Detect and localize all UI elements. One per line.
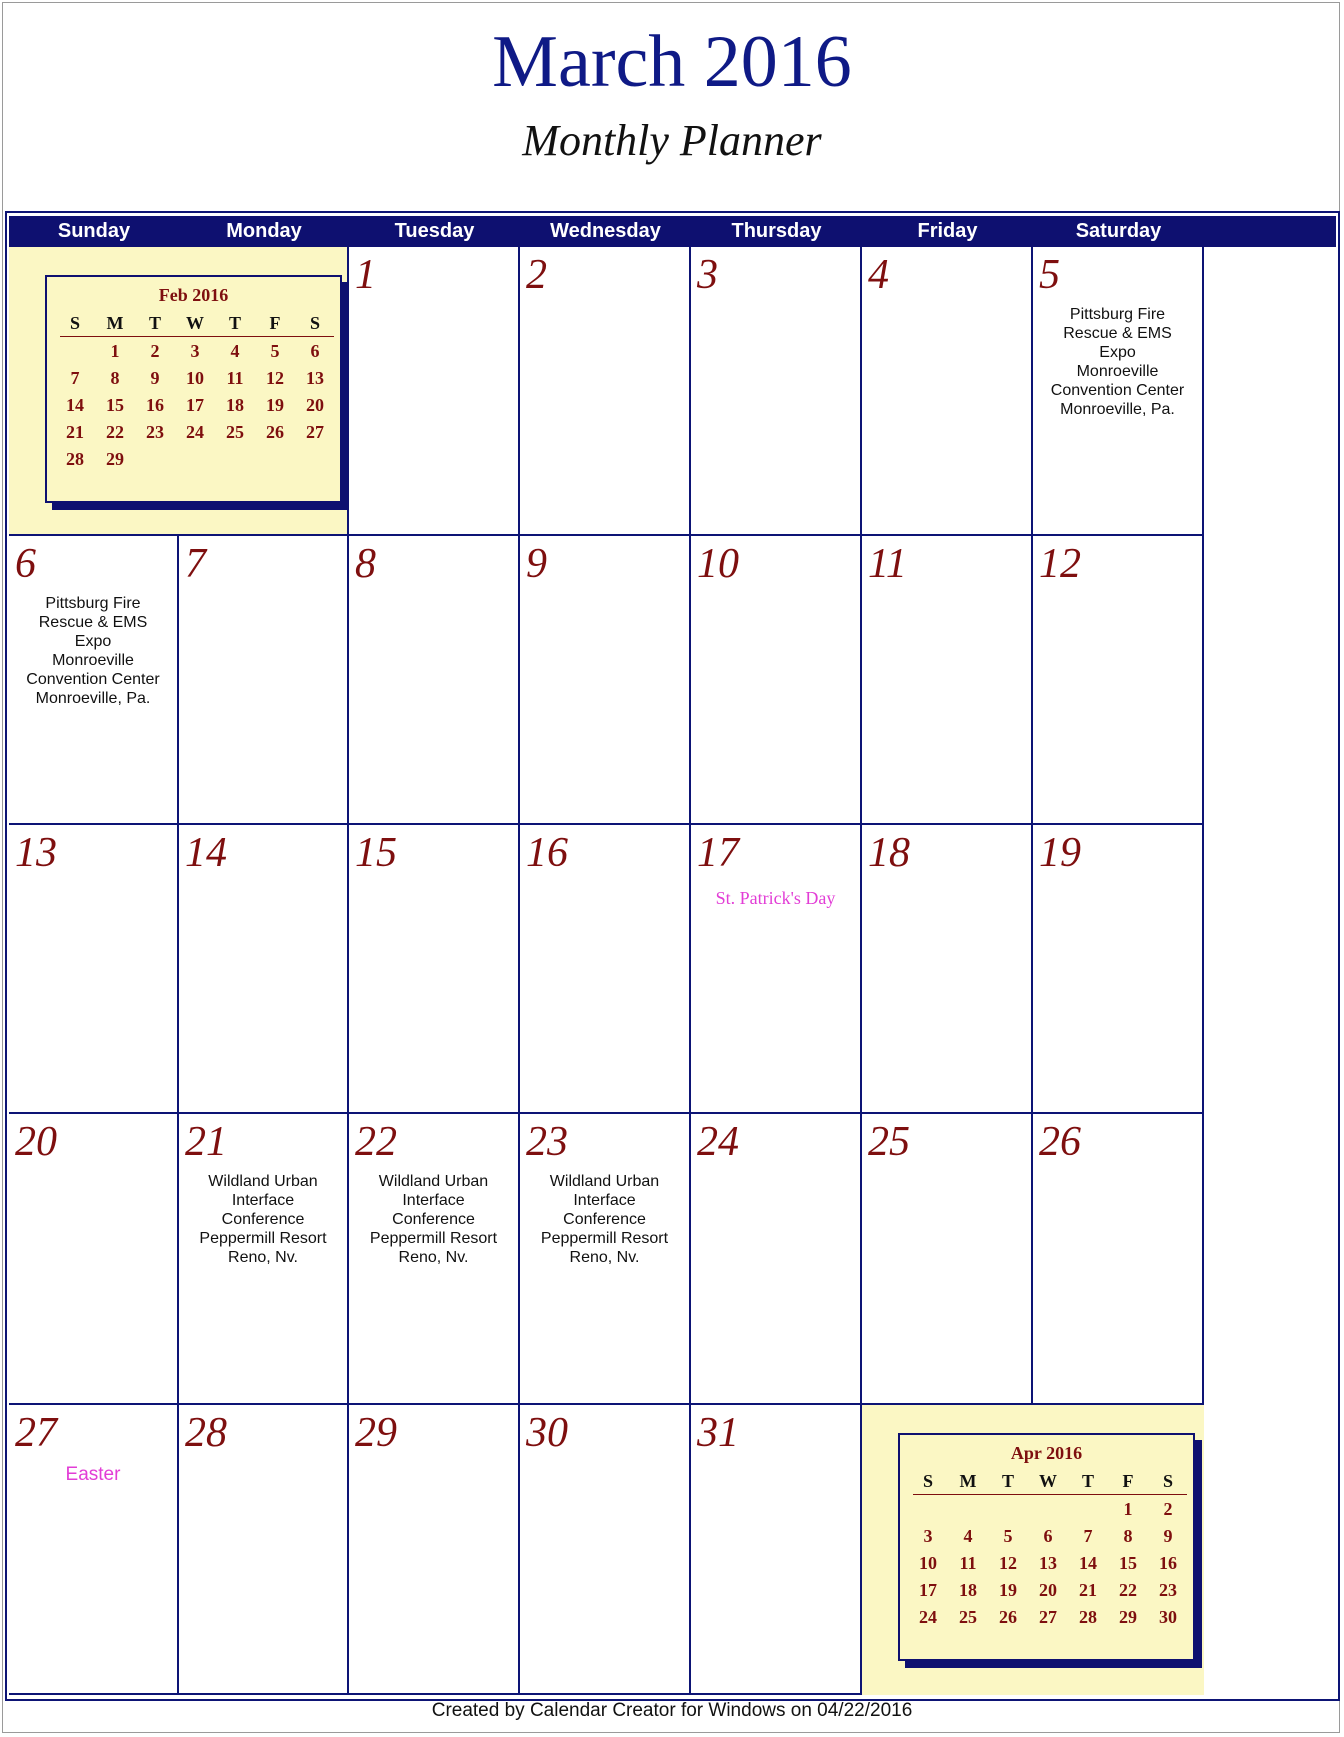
mini-day: 13: [1039, 1553, 1057, 1573]
mini-day: 19: [999, 1580, 1017, 1600]
mini-weekday: M: [959, 1471, 977, 1491]
day-number: 3: [697, 252, 718, 298]
mini-day: 12: [266, 368, 284, 388]
mini-weekday: W: [186, 313, 204, 333]
weekday-thursday: Thursday: [731, 220, 822, 242]
event-text: Pittsburg Fire Rescue & EMS Expo Monroeville Convention Center Monroeville, Pa.: [26, 595, 160, 707]
mini-day: 20: [1039, 1580, 1057, 1600]
day-number: 13: [15, 830, 57, 876]
mini-day: 21: [66, 422, 84, 442]
mini-day: 11: [226, 368, 244, 388]
footer-credit: Created by Calendar Creator for Windows on 04/22/2016: [431, 1700, 913, 1721]
mini-calendar-rule: [60, 336, 334, 337]
day-number: 22: [355, 1119, 397, 1165]
day-cell[interactable]: [349, 1114, 520, 1405]
day-cell[interactable]: [520, 536, 691, 825]
mini-day: 8: [1123, 1526, 1133, 1546]
day-cell[interactable]: [9, 1114, 179, 1405]
day-cell[interactable]: [691, 536, 862, 825]
day-cell[interactable]: [862, 536, 1033, 825]
mini-day: 29: [1119, 1607, 1137, 1627]
mini-day: 22: [106, 422, 124, 442]
day-cell[interactable]: [179, 536, 349, 825]
day-cell[interactable]: [9, 536, 179, 825]
weekday-friday: Friday: [917, 220, 978, 242]
mini-day: 3: [923, 1526, 933, 1546]
day-cell[interactable]: [179, 1405, 349, 1695]
mini-weekday: T: [148, 313, 161, 333]
mini-day: 23: [1159, 1580, 1177, 1600]
mini-day: 14: [1079, 1553, 1097, 1573]
calendar-grid: [9, 247, 1336, 1695]
mini-day: 15: [1119, 1553, 1137, 1573]
day-cell[interactable]: [862, 1114, 1033, 1405]
mini-calendar-cell-next: [862, 1405, 1204, 1695]
day-number: 18: [868, 830, 910, 876]
mini-day: 4: [230, 341, 240, 361]
weekday-monday: Monday: [226, 220, 302, 242]
day-cell[interactable]: [179, 825, 349, 1114]
mini-day: 8: [110, 368, 120, 388]
day-cell[interactable]: [691, 247, 862, 536]
mini-calendar-title: Apr 2016: [1010, 1443, 1083, 1463]
weekday-wednesday: Wednesday: [550, 220, 661, 242]
mini-day: 6: [1043, 1526, 1053, 1546]
event-text: Wildland Urban Interface Conference Peppermill Resort Reno, Nv.: [199, 1173, 327, 1266]
page-title: March 2016: [492, 21, 852, 103]
event-text: Wildland Urban Interface Conference Peppermill Resort Reno, Nv.: [540, 1173, 669, 1266]
mini-day: 13: [306, 368, 324, 388]
day-cell[interactable]: [9, 1405, 179, 1695]
mini-weekday: S: [309, 313, 320, 333]
day-number: 28: [185, 1410, 227, 1456]
day-number: 26: [1039, 1119, 1081, 1165]
weekday-header: [9, 216, 1336, 247]
mini-weekday: M: [106, 313, 124, 333]
mini-weekday: F: [1122, 1471, 1134, 1491]
mini-day: 24: [186, 422, 204, 442]
day-number: 25: [868, 1119, 910, 1165]
day-number: 10: [697, 541, 739, 587]
mini-day: 2: [150, 341, 160, 361]
mini-day: 14: [66, 395, 84, 415]
day-number: 4: [868, 252, 889, 298]
day-number: 12: [1039, 541, 1081, 587]
mini-weekday: T: [1081, 1471, 1094, 1491]
mini-day: 10: [919, 1553, 937, 1573]
day-number: 24: [697, 1119, 739, 1165]
mini-day: 17: [186, 395, 204, 415]
mini-day: 30: [1159, 1607, 1177, 1627]
day-cell[interactable]: [1033, 536, 1204, 825]
day-number: 21: [185, 1119, 227, 1165]
day-cell[interactable]: [862, 825, 1033, 1114]
day-cell[interactable]: [520, 825, 691, 1114]
mini-day: 28: [66, 449, 84, 469]
day-cell[interactable]: [691, 825, 862, 1114]
day-cell[interactable]: [691, 1114, 862, 1405]
day-number: 7: [185, 541, 206, 587]
mini-weekday: S: [922, 1471, 933, 1491]
day-cell[interactable]: [1033, 1114, 1204, 1405]
day-number: 23: [526, 1119, 568, 1165]
mini-day: 28: [1079, 1607, 1097, 1627]
mini-day: 26: [999, 1607, 1017, 1627]
mini-day: 4: [963, 1526, 973, 1546]
day-number: 30: [526, 1410, 568, 1456]
mini-calendar-rule: [913, 1494, 1187, 1495]
mini-day: 9: [1163, 1526, 1173, 1546]
mini-day: 18: [226, 395, 244, 415]
day-number: 29: [355, 1410, 397, 1456]
day-cell[interactable]: [1033, 247, 1204, 536]
holiday-label: St. Patrick's Day: [715, 888, 836, 908]
mini-day: 27: [306, 422, 324, 442]
day-cell[interactable]: [349, 536, 520, 825]
day-number: 16: [526, 830, 568, 876]
mini-day: 15: [106, 395, 124, 415]
mini-day: 25: [959, 1607, 977, 1627]
event-text: Wildland Urban Interface Conference Peppermill Resort Reno, Nv.: [369, 1173, 498, 1266]
day-number: 11: [868, 541, 907, 587]
day-number: 8: [355, 541, 376, 587]
mini-day: 21: [1079, 1580, 1097, 1600]
mini-day: 27: [1039, 1607, 1057, 1627]
day-number: 27: [15, 1410, 57, 1456]
day-number: 1: [355, 252, 376, 298]
day-cell[interactable]: [520, 1114, 691, 1405]
mini-day: 23: [146, 422, 164, 442]
mini-calendar-box: [898, 1433, 1195, 1661]
weekday-tuesday: Tuesday: [394, 220, 475, 242]
mini-day: 20: [306, 395, 324, 415]
page-subtitle: Monthly Planner: [522, 116, 822, 165]
mini-weekday: S: [1162, 1471, 1173, 1491]
mini-day: 2: [1163, 1499, 1173, 1519]
day-cell[interactable]: [349, 247, 520, 536]
day-number: 2: [526, 252, 547, 298]
mini-calendar-title: Feb 2016: [158, 285, 229, 305]
mini-day: 7: [70, 368, 80, 388]
mini-day: 9: [150, 368, 160, 388]
mini-weekday: F: [269, 313, 281, 333]
day-number: 17: [697, 830, 739, 876]
day-cell[interactable]: [9, 825, 179, 1114]
day-cell[interactable]: [862, 247, 1033, 536]
mini-day: 1: [110, 341, 120, 361]
mini-calendar-box: [45, 275, 342, 503]
day-cell[interactable]: [520, 247, 691, 536]
mini-weekday: T: [228, 313, 241, 333]
mini-day: 7: [1083, 1526, 1093, 1546]
mini-day: 26: [266, 422, 284, 442]
weekday-saturday: Saturday: [1075, 220, 1162, 242]
day-cell[interactable]: [349, 1405, 520, 1695]
mini-day: 10: [186, 368, 204, 388]
mini-day: 18: [959, 1580, 977, 1600]
day-number: 15: [355, 830, 397, 876]
mini-day: 16: [1159, 1553, 1177, 1573]
mini-day: 1: [1123, 1499, 1133, 1519]
mini-day: 5: [270, 341, 280, 361]
mini-day: 29: [106, 449, 124, 469]
day-number: 6: [15, 541, 36, 587]
day-number: 14: [185, 830, 227, 876]
day-cell[interactable]: [520, 1405, 691, 1695]
mini-day: 25: [226, 422, 244, 442]
day-number: 9: [526, 541, 547, 587]
day-number: 5: [1039, 252, 1060, 298]
day-number: 31: [697, 1410, 739, 1456]
mini-day: 24: [919, 1607, 937, 1627]
mini-day: 12: [999, 1553, 1017, 1573]
mini-day: 16: [146, 395, 164, 415]
mini-day: 5: [1003, 1526, 1013, 1546]
holiday-label: Easter: [65, 1464, 121, 1485]
mini-day: 19: [266, 395, 284, 415]
day-cell[interactable]: [1033, 825, 1204, 1114]
mini-day: 11: [959, 1553, 977, 1573]
mini-day: 3: [190, 341, 200, 361]
weekday-sunday: Sunday: [57, 220, 131, 242]
mini-day: 22: [1119, 1580, 1137, 1600]
day-cell[interactable]: [179, 1114, 349, 1405]
event-text: Pittsburg Fire Rescue & EMS Expo Monroeville Convention Center Monroeville, Pa.: [1050, 306, 1185, 418]
mini-weekday: S: [69, 313, 80, 333]
day-cell[interactable]: [691, 1405, 862, 1695]
mini-weekday: W: [1039, 1471, 1057, 1491]
day-number: 20: [15, 1119, 57, 1165]
day-cell[interactable]: [349, 825, 520, 1114]
day-number: 19: [1039, 830, 1081, 876]
mini-calendar-cell-prev: [9, 247, 349, 536]
mini-day: 6: [310, 341, 320, 361]
mini-weekday: T: [1001, 1471, 1014, 1491]
mini-day: 17: [919, 1580, 937, 1600]
